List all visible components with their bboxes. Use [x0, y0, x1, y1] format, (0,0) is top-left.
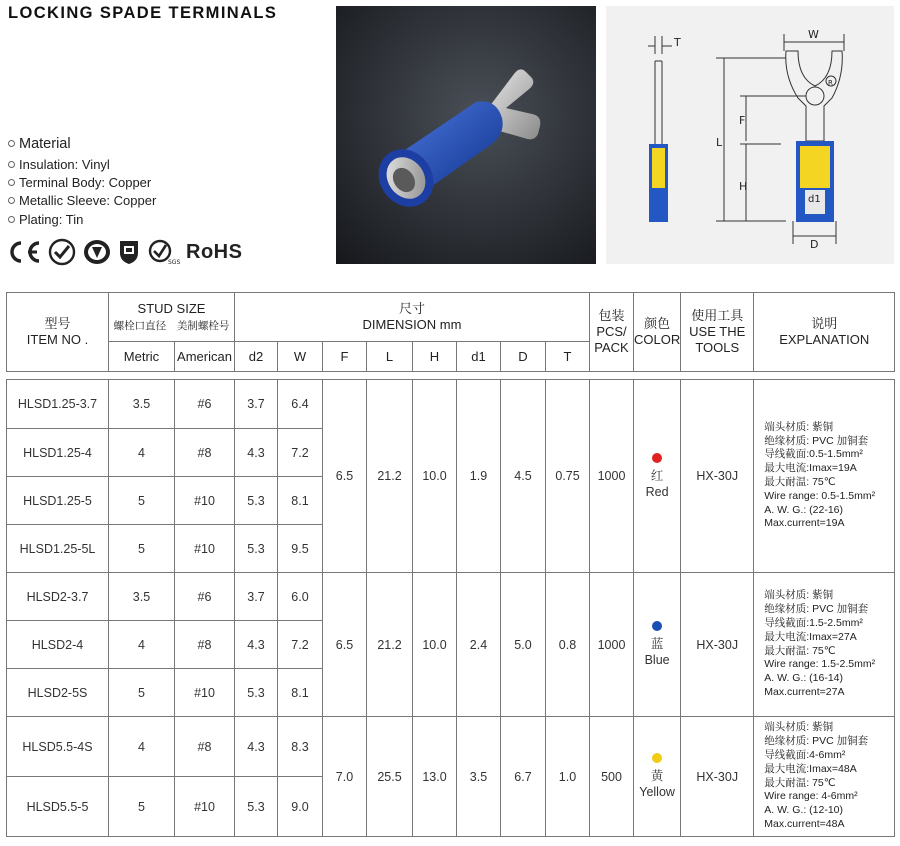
d1-cell: 3.5 — [457, 717, 501, 837]
explanation-header: 说明 EXPLANATION — [754, 293, 895, 372]
item-no-cell: HLSD2-4 — [7, 621, 109, 669]
color-cell: 红 Red — [634, 380, 681, 573]
w-cell: 7.2 — [278, 621, 323, 669]
color-dot-icon — [652, 621, 662, 631]
metric-cell: 5 — [109, 525, 175, 573]
tool-cell: HX-30J — [681, 717, 754, 837]
color-dot-icon — [652, 453, 662, 463]
dim-header-d2: d2 — [235, 342, 278, 372]
svg-text:T: T — [674, 36, 681, 49]
t-cell: 0.75 — [546, 380, 590, 573]
d2-cell: 5.3 — [235, 477, 278, 525]
svg-text:F: F — [739, 114, 746, 127]
american-cell: #8 — [175, 621, 235, 669]
american-cell: #10 — [175, 777, 235, 837]
svg-text:L: L — [716, 136, 723, 149]
l-cell: 21.2 — [367, 573, 413, 717]
ul-shield-icon — [118, 238, 140, 266]
explanation-cell: 端头材质: 紫铜 绝缘材质: PVC 加铜套 导线截面:1.5-2.5mm² 最大电流:Imax=27A 最大耐温: 75℃ Wire range: 1.5-2.5mm² A. W. G.: (16-14) Max.current=27A — [754, 573, 895, 717]
dim-header-d: D — [501, 342, 546, 372]
svg-text:H: H — [739, 180, 748, 193]
metric-cell: 4 — [109, 717, 175, 777]
d1-cell: 1.9 — [457, 380, 501, 573]
dim-header-f: F — [323, 342, 367, 372]
d2-cell: 4.3 — [235, 717, 278, 777]
material-list — [8, 156, 156, 229]
stud-size-header: STUD SIZE 螺栓口直径 美制螺栓号 — [109, 293, 235, 342]
tool-cell: HX-30J — [681, 573, 754, 717]
w-cell: 6.4 — [278, 380, 323, 429]
dim-header-h: H — [413, 342, 457, 372]
color-dot-icon — [652, 753, 662, 763]
item-no-cell: HLSD5.5-5 — [7, 777, 109, 837]
svg-text:D: D — [810, 238, 819, 251]
item-no-cell: HLSD2-5S — [7, 669, 109, 717]
dim-header-l: L — [367, 342, 413, 372]
w-cell: 9.0 — [278, 777, 323, 837]
table-row — [7, 380, 895, 429]
american-cell: #10 — [175, 669, 235, 717]
item-no-cell: HLSD1.25-5L — [7, 525, 109, 573]
table-header-row — [7, 293, 895, 342]
dim-header-d1: d1 — [457, 342, 501, 372]
sgs-seal-icon — [146, 238, 181, 266]
spec-table — [6, 292, 895, 837]
d2-cell: 3.7 — [235, 380, 278, 429]
ce-mark-icon — [6, 239, 42, 265]
metric-cell: 4 — [109, 429, 175, 477]
check-seal-icon — [48, 238, 76, 266]
f-cell: 6.5 — [323, 380, 367, 573]
product-photo — [336, 6, 596, 264]
american-cell: #6 — [175, 380, 235, 429]
material-item: Plating: Tin — [8, 211, 156, 229]
d2-cell: 4.3 — [235, 621, 278, 669]
d-cell: 4.5 — [501, 380, 546, 573]
t-cell: 0.8 — [546, 573, 590, 717]
h-cell: 13.0 — [413, 717, 457, 837]
w-cell: 8.3 — [278, 717, 323, 777]
dimension-diagram — [606, 6, 894, 264]
f-cell: 7.0 — [323, 717, 367, 837]
d1-cell: 2.4 — [457, 573, 501, 717]
color-header: 颜色 COLOR — [634, 293, 681, 372]
bullet-icon — [8, 140, 15, 147]
d-cell: 6.7 — [501, 717, 546, 837]
w-cell: 8.1 — [278, 669, 323, 717]
w-cell: 8.1 — [278, 477, 323, 525]
l-cell: 21.2 — [367, 380, 413, 573]
dim-header-t: T — [546, 342, 590, 372]
d2-cell: 3.7 — [235, 573, 278, 621]
material-item: Metallic Sleeve: Copper — [8, 192, 156, 210]
explanation-cell: 端头材质: 紫铜 绝缘材质: PVC 加铜套 导线截面:4-6mm² 最大电流:Imax=48A 最大耐温: 75℃ Wire range: 4-6mm² A. W. G.: (12-10) Max.current=48A — [754, 717, 895, 837]
item-no-cell: HLSD1.25-4 — [7, 429, 109, 477]
color-cell: 黄 Yellow — [634, 717, 681, 837]
american-cell: #10 — [175, 525, 235, 573]
metric-cell: 5 — [109, 477, 175, 525]
color-cell: 蓝 Blue — [634, 573, 681, 717]
svg-text:R: R — [828, 79, 833, 87]
table-row — [7, 573, 895, 621]
dimension-header: 尺寸 DIMENSION mm — [235, 293, 590, 342]
tools-header: 使用工具 USE THE TOOLS — [681, 293, 754, 372]
f-cell: 6.5 — [323, 573, 367, 717]
page-title: LOCKING SPADE TERMINALS — [8, 4, 278, 22]
american-cell: #6 — [175, 573, 235, 621]
d2-cell: 5.3 — [235, 777, 278, 837]
table-row — [7, 717, 895, 777]
l-cell: 25.5 — [367, 717, 413, 837]
bullet-icon — [8, 161, 15, 168]
item-no-cell: HLSD2-3.7 — [7, 573, 109, 621]
d2-cell: 4.3 — [235, 429, 278, 477]
american-cell: #10 — [175, 477, 235, 525]
explanation-cell: 端头材质: 紫铜 绝缘材质: PVC 加铜套 导线截面:0.5-1.5mm² 最大电流:Imax=19A 最大耐温: 75℃ Wire range: 0.5-1.5mm² A. W. G.: (22-16) Max.current=19A — [754, 380, 895, 573]
item-no-cell: HLSD5.5-4S — [7, 717, 109, 777]
d2-cell: 5.3 — [235, 669, 278, 717]
metric-cell: 5 — [109, 669, 175, 717]
w-cell: 7.2 — [278, 429, 323, 477]
metric-cell: 3.5 — [109, 380, 175, 429]
ccc-mark-icon — [82, 238, 112, 266]
d2-cell: 5.3 — [235, 525, 278, 573]
metric-header: Metric — [109, 342, 175, 372]
rohs-label: RoHS — [186, 240, 243, 263]
american-cell: #8 — [175, 429, 235, 477]
item-no-cell: HLSD1.25-5 — [7, 477, 109, 525]
item-no-cell: HLSD1.25-3.7 — [7, 380, 109, 429]
table-gap — [7, 372, 895, 380]
pack-cell: 1000 — [590, 380, 634, 573]
metric-cell: 4 — [109, 621, 175, 669]
american-header: American — [175, 342, 235, 372]
metric-cell: 5 — [109, 777, 175, 837]
pack-cell: 1000 — [590, 573, 634, 717]
h-cell: 10.0 — [413, 573, 457, 717]
metric-cell: 3.5 — [109, 573, 175, 621]
bullet-icon — [8, 216, 15, 223]
material-heading: Material — [8, 136, 71, 152]
dim-header-w: W — [278, 342, 323, 372]
d-cell: 5.0 — [501, 573, 546, 717]
w-cell: 9.5 — [278, 525, 323, 573]
svg-text:SGS: SGS — [168, 259, 181, 266]
pack-cell: 500 — [590, 717, 634, 837]
certification-logos — [6, 238, 242, 266]
pack-header: 包装 PCS/ PACK — [590, 293, 634, 372]
w-cell: 6.0 — [278, 573, 323, 621]
american-cell: #8 — [175, 717, 235, 777]
tool-cell: HX-30J — [681, 380, 754, 573]
svg-text:W: W — [808, 28, 819, 41]
svg-text:d1: d1 — [808, 194, 821, 205]
bullet-icon — [8, 197, 15, 204]
bullet-icon — [8, 179, 15, 186]
h-cell: 10.0 — [413, 380, 457, 573]
material-item: Insulation: Vinyl — [8, 156, 156, 174]
t-cell: 1.0 — [546, 717, 590, 837]
material-item: Terminal Body: Copper — [8, 174, 156, 192]
item-no-header: 型号 ITEM NO . — [7, 293, 109, 372]
